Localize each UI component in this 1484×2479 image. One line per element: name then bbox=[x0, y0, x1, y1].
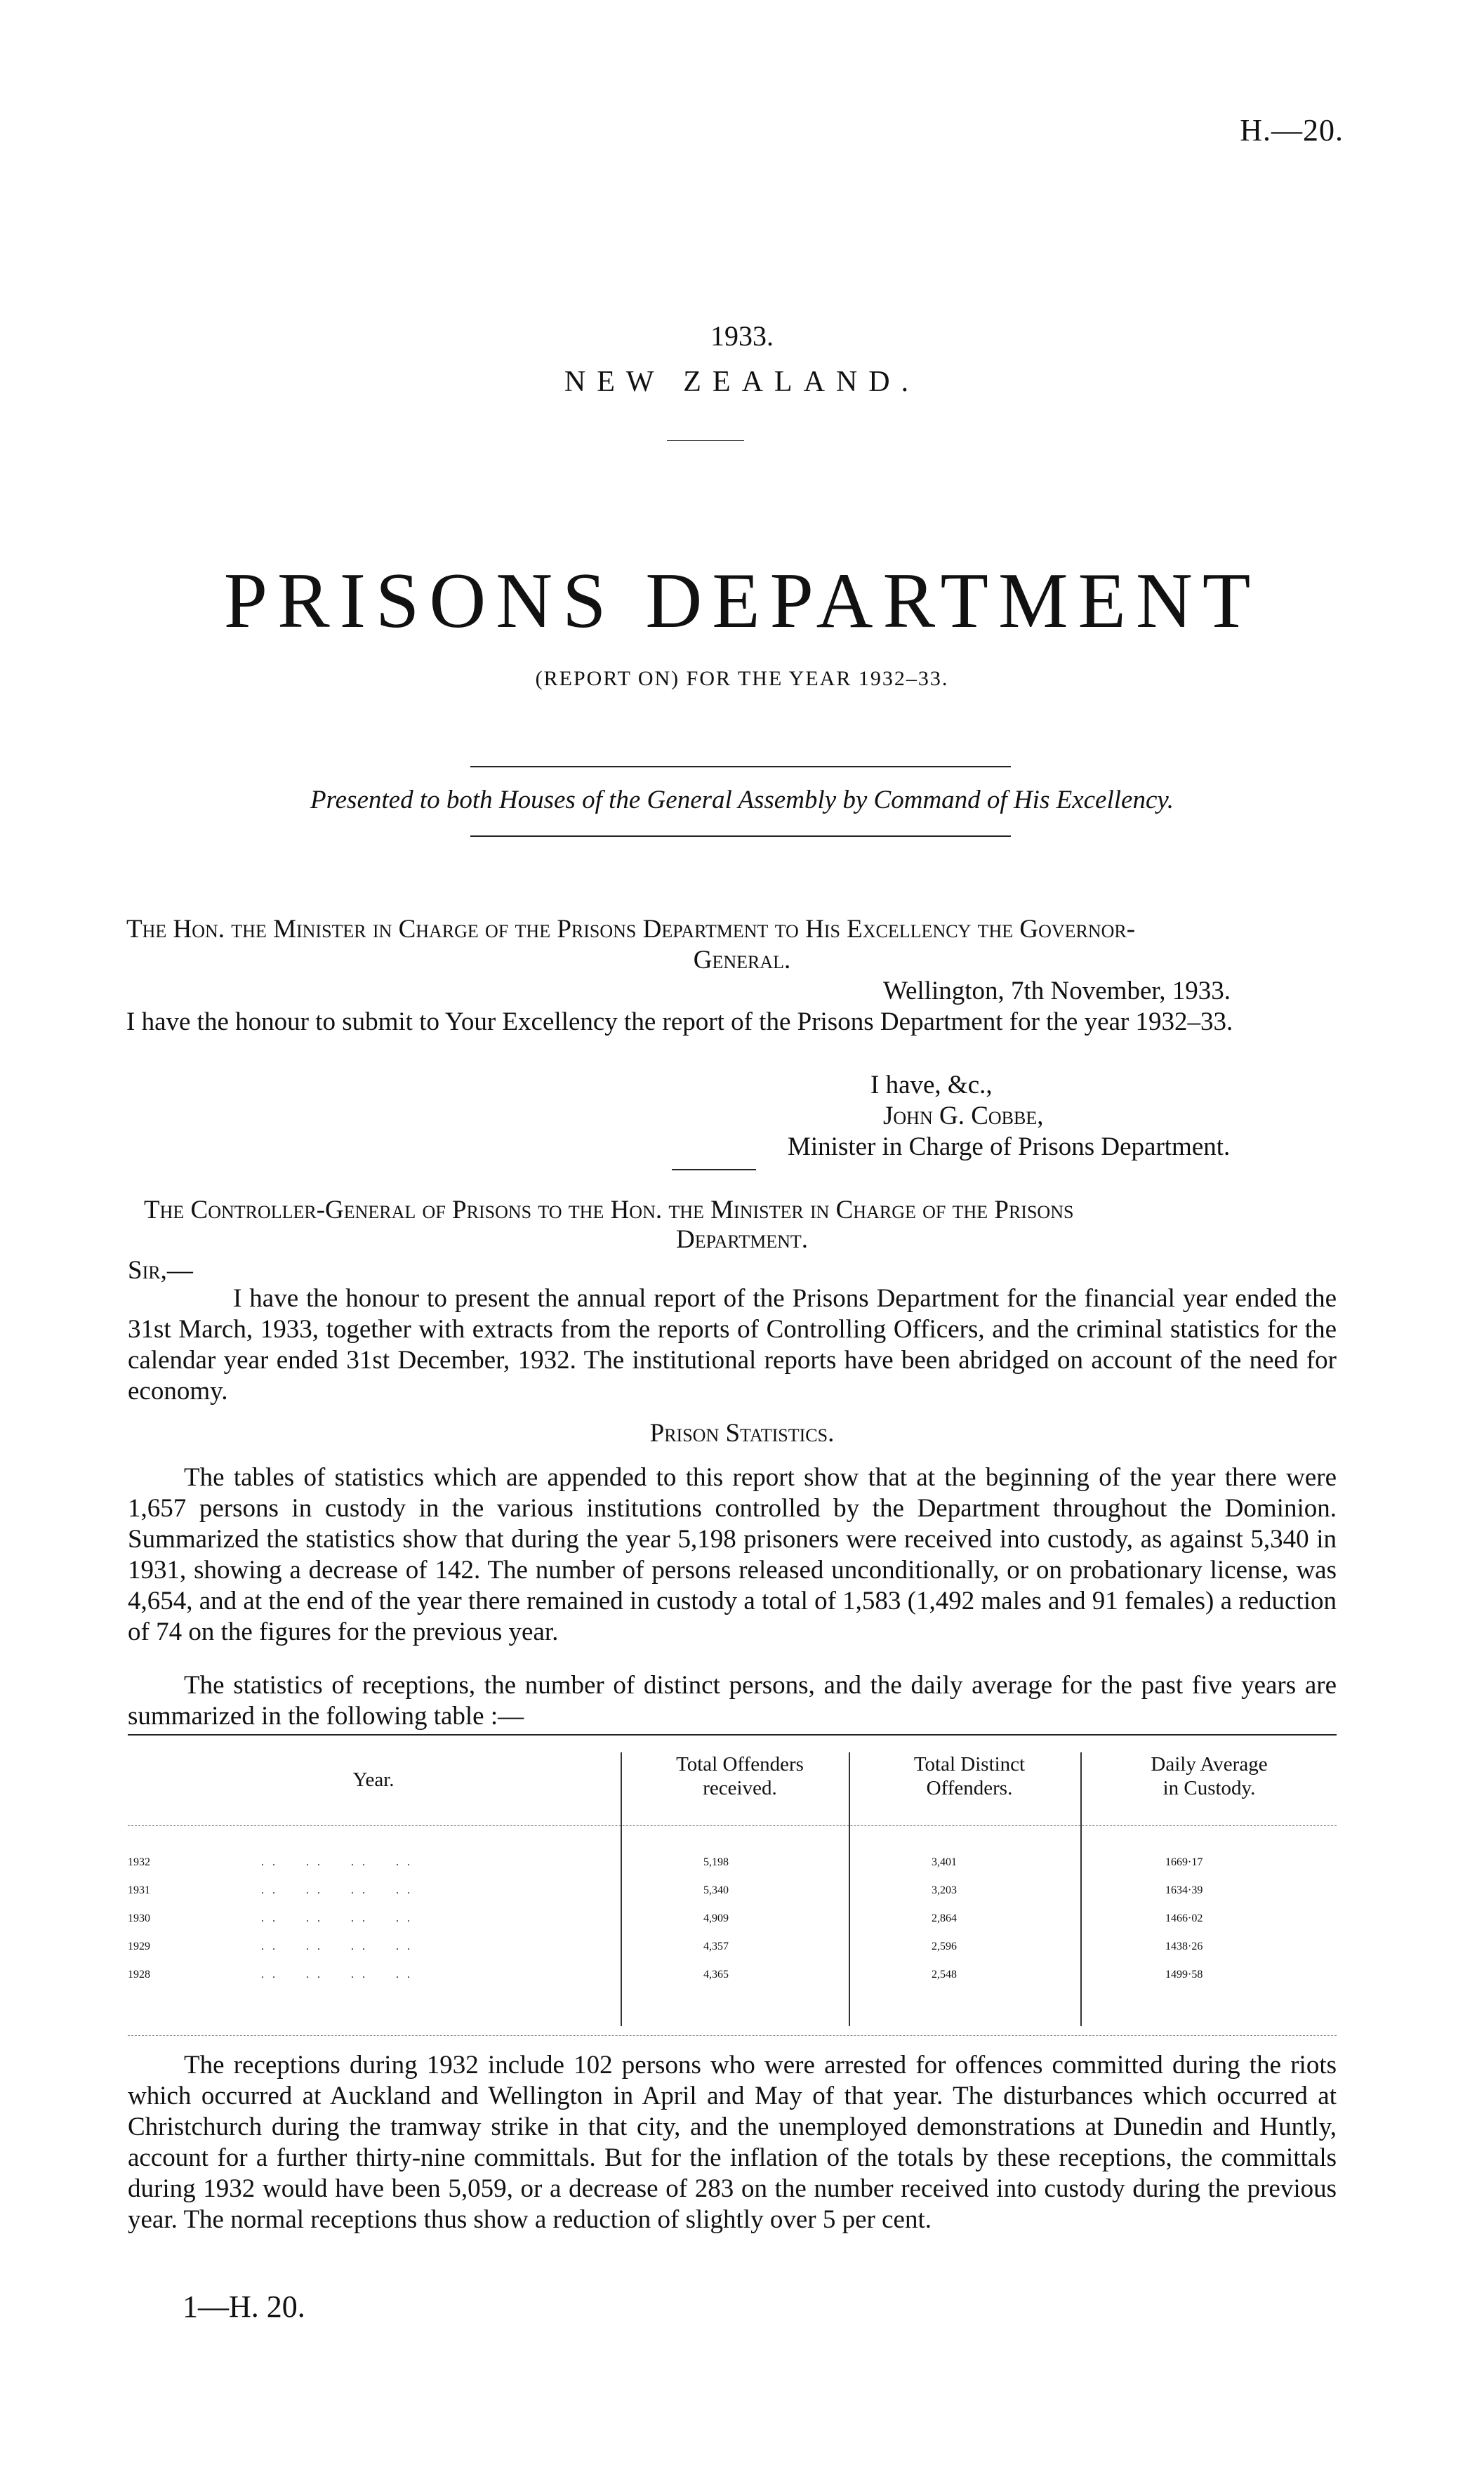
letter1-address-line1: The Hon. the Minister in Charge of the Prisons Department to His Excellency the Governor- bbox=[126, 915, 1136, 944]
cell-year: 1932 bbox=[128, 1856, 150, 1868]
table-row bbox=[128, 1884, 1337, 1912]
cell-distinct: 2,596 bbox=[932, 1941, 957, 1952]
divider bbox=[672, 1169, 756, 1170]
cell-leader: . . . . . . . . bbox=[261, 1856, 413, 1868]
letter1-sign-line1: I have, &c., bbox=[870, 1071, 993, 1099]
header-distinct-line2: Offenders. bbox=[926, 1777, 1013, 1799]
letter1-signatory: John G. Cobbe, bbox=[883, 1102, 1044, 1130]
cell-distinct: 3,401 bbox=[932, 1856, 957, 1868]
report-year: 1933. bbox=[710, 320, 774, 352]
cell-leader: . . . . . . . . bbox=[261, 1941, 413, 1952]
table-top-rule bbox=[128, 1734, 1337, 1736]
letter1-address bbox=[126, 914, 1358, 945]
divider bbox=[470, 835, 1011, 837]
letter1-body: I have the honour to submit to Your Excellency the report of the Prisons Department for the year 1932–33. bbox=[126, 1007, 1233, 1036]
header-offenders bbox=[622, 1752, 858, 1800]
cell-distinct: 3,203 bbox=[932, 1884, 957, 1896]
divider bbox=[667, 440, 744, 441]
table-row bbox=[128, 1856, 1337, 1884]
table-row bbox=[128, 1941, 1337, 1969]
header-daily bbox=[1082, 1752, 1337, 1800]
letter2-address-line2: Department. bbox=[675, 1225, 809, 1254]
section-title: Prison Statistics. bbox=[649, 1419, 835, 1448]
page-subtitle: (REPORT ON) FOR THE YEAR 1932–33. bbox=[535, 667, 949, 690]
letter2-address-line1: The Controller-General of Prisons to the Hon. the Minister in Charge of the Prisons bbox=[144, 1196, 1074, 1224]
presented-line: Presented to both Houses of the General Assembly by Command of His Excellency. bbox=[310, 786, 1174, 814]
letter1-address-line2: General. bbox=[693, 946, 791, 974]
cell-offenders: 4,357 bbox=[703, 1941, 729, 1952]
cell-distinct: 2,864 bbox=[932, 1912, 957, 1924]
cell-leader: . . . . . . . . bbox=[261, 1912, 413, 1924]
header-daily-line1: Daily Average bbox=[1151, 1753, 1268, 1776]
letter1-sign-line3: Minister in Charge of Prisons Department. bbox=[788, 1132, 1231, 1161]
cell-daily: 1669·17 bbox=[1165, 1856, 1203, 1868]
table-row bbox=[128, 1912, 1337, 1941]
cell-leader: . . . . . . . . bbox=[261, 1969, 413, 1981]
cell-distinct: 2,548 bbox=[932, 1969, 957, 1981]
cell-offenders: 4,909 bbox=[703, 1912, 729, 1924]
header-offenders-line2: received. bbox=[703, 1777, 777, 1799]
header-year: Year. bbox=[352, 1769, 395, 1791]
letter1-place-date: Wellington, 7th November, 1933. bbox=[883, 977, 1231, 1005]
cell-leader: . . . . . . . . bbox=[261, 1884, 413, 1896]
cell-offenders: 5,340 bbox=[703, 1884, 729, 1896]
table-row bbox=[128, 1969, 1337, 1997]
footer-code: 1—H. 20. bbox=[183, 2289, 305, 2324]
table-bottom-rule bbox=[128, 2035, 1337, 2036]
header-rule bbox=[128, 1825, 1337, 1826]
cell-offenders: 5,198 bbox=[703, 1856, 729, 1868]
country-name: NEW ZEALAND. bbox=[564, 366, 920, 398]
cell-daily: 1438·26 bbox=[1165, 1941, 1203, 1952]
cell-daily: 1634·39 bbox=[1165, 1884, 1203, 1896]
cell-daily: 1499·58 bbox=[1165, 1969, 1203, 1981]
header-distinct bbox=[850, 1752, 1089, 1800]
divider bbox=[470, 766, 1011, 767]
letter2-paragraph-2: The tables of statistics which are appended to this report show that at the beginning of the year there were 1,657 persons in custody in the various institutions controlled by the Department throughout the Dominion. Summarized the statistics show that during the year 5,198 prisoners were received into custody, as against 5,340 in 1931, showing a decrease of 142. The number of persons released unconditionally, or on probationary license, was 4,654, and at the end of the year there remained in custody a total of 1,583 (1,492 males and 91 females) a reduction of 74 on the figures for the previous year. bbox=[128, 1463, 1337, 1646]
letter2-paragraph-3: The statistics of receptions, the number of distinct persons, and the daily average for the past five years are summarized in the following table :— bbox=[128, 1671, 1337, 1731]
page-title: PRISONS DEPARTMENT bbox=[223, 557, 1261, 644]
cell-year: 1928 bbox=[128, 1969, 150, 1981]
letter2-paragraph-4: The receptions during 1932 include 102 persons who were arrested for offences committed during the riots which occurred at Auckland and Wellington in April and May of that year. The disturbances which occurred at Christchurch during the tramway strike in that city, and the unemployed demonstrations at Dunedin and Huntly, account for a further thirty-nine committals. But for the inflation of the totals by these receptions, the committals during 1932 would have been 5,059, or a decrease of 283 on the number received into custody during the previous year. The normal receptions thus show a reduction of slightly over 5 per cent. bbox=[128, 2051, 1337, 2234]
cell-year: 1930 bbox=[128, 1912, 150, 1924]
header-daily-line2: in Custody. bbox=[1162, 1777, 1256, 1799]
cell-year: 1929 bbox=[128, 1941, 150, 1952]
letter2-salutation: Sir,— bbox=[128, 1256, 193, 1285]
letter2-paragraph-1: I have the honour to present the annual report of the Prisons Department for the financial year ended the 31st March, 1933, together with extracts from the reports of Controlling Officers, and the criminal statistics for the calendar year ended 31st December, 1932. The institutional reports have been abridged on account of the need for economy. bbox=[128, 1284, 1337, 1406]
cell-year: 1931 bbox=[128, 1884, 150, 1896]
document-code: H.—20. bbox=[1240, 113, 1344, 147]
cell-offenders: 4,365 bbox=[703, 1969, 729, 1981]
cell-daily: 1466·02 bbox=[1165, 1912, 1203, 1924]
table-body bbox=[128, 1856, 1337, 1997]
header-offenders-line1: Total Offenders bbox=[676, 1753, 804, 1776]
header-distinct-line1: Total Distinct bbox=[913, 1753, 1026, 1776]
